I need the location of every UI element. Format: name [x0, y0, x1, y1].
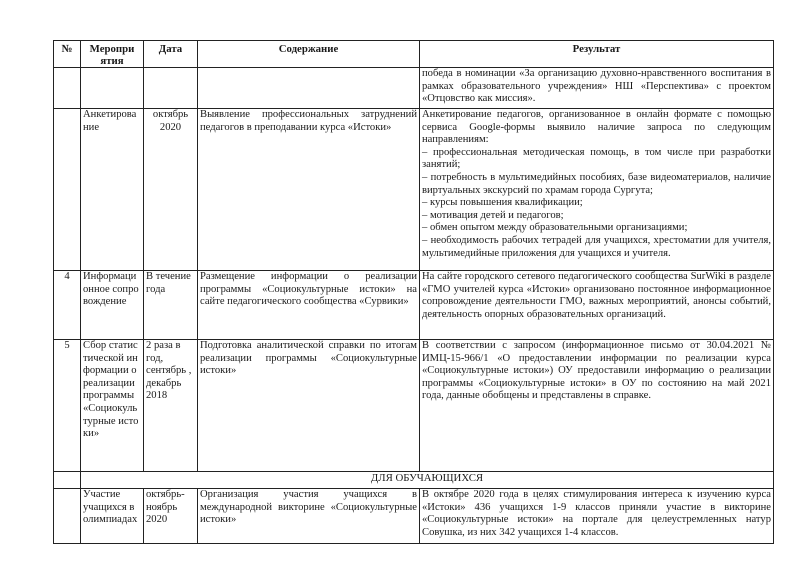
result-list-item: – необходимость рабочих тетрадей для учащихся, хрестоматии для учителя, мультимедийные приложения для учащихся и учителя.	[422, 234, 771, 259]
cell-result	[420, 271, 774, 340]
section-row	[54, 472, 774, 489]
cell-date: 2 раза в год, сентябрь , декабрь 2018	[144, 340, 198, 472]
cell-result	[420, 340, 774, 472]
table-row	[54, 340, 774, 472]
result-text: На сайте городского сетевого педагогического сообщества SurWiki в разделе «ГМО учителей курса «Истоки» организовано постоянное информационное сопровождение деятельности ГМО, важных мероприятий, анонсы событий, деятельность опорных образовательных организаций.	[422, 271, 771, 320]
result-text: В октябре 2020 года в целях стимулирования интереса к изучению курса «Истоки» 436 учащихся 1-9 классов приняли участие в викторине «Социокультурные истоки» на портале для целеустремленных натур Совушка, из них 342 учащихся 1-4 классов.	[422, 489, 771, 538]
cell-date: В течение года	[144, 271, 198, 340]
cell-number	[54, 489, 81, 544]
result-list-item: – обмен опытом между образовательными организациями;	[422, 222, 688, 234]
cell-result	[420, 489, 774, 544]
header-date: Дата	[144, 41, 198, 68]
cell-content: Организация участия учащихся в международной викторине «Социокультурные истоки»	[198, 489, 420, 544]
cell-content: Выявление профессиональных затруднений педагогов в преподавании курса «Истоки»	[198, 109, 420, 271]
cell-number: 4	[54, 271, 81, 340]
cell-event	[81, 68, 144, 109]
cell-event: Сбор статистической информации о реализации программы «Социокультурные истоки»	[81, 340, 144, 472]
cell-result	[420, 109, 774, 271]
cell-number	[54, 68, 81, 109]
result-list-item: – курсы повышения квалификации;	[422, 197, 583, 209]
table-row	[54, 489, 774, 544]
result-text: победа в номинации «За организацию духовно-нравственного воспитания в рамках образовательного учреждения» НШ «Перспектива» с проектом «Отцовство как миссия».	[422, 68, 771, 105]
cell-number	[54, 109, 81, 271]
result-text: В соответствии с запросом (информационное письмо от 30.04.2021 № ИМЦ-15-966/1 «О предоставлении информации по реализации курса «Социокультурные истоки») ОУ предоставили информацию о реализации программы «Социокультурные истоки» в ОУ по состоянию на май 2021 года, данные обобщены и представлены в справке.	[422, 340, 771, 402]
cell-content: Размещение информации о реализации программы «Социокультурные истоки» на сайте педагогического сообщества «Сурвики»	[198, 271, 420, 340]
result-list-item: – потребность в мультимедийных пособиях, базе видеоматериалов, наличие виртуальных экскурсий по храмам города Сургута;	[422, 171, 771, 196]
result-list-item: – мотивация детей и педагогов;	[422, 209, 564, 221]
activity-table	[53, 40, 774, 544]
cell-number	[54, 472, 81, 489]
header-row	[54, 41, 774, 68]
table-row	[54, 109, 774, 271]
cell-date: октябрь 2020	[144, 109, 198, 271]
cell-content: Подготовка аналитической справки по итогам реализации программы «Социокультурные истоки»	[198, 340, 420, 472]
result-text: Анкетирование педагогов, организованное в онлайн формате с помощью сервиса Google-формы выявило наличие запроса по следующим направлениям:	[422, 109, 771, 146]
cell-event: Анкетирование	[81, 109, 144, 271]
header-number: №	[54, 41, 81, 68]
table-row	[54, 68, 774, 109]
header-result: Результат	[420, 41, 774, 68]
cell-content	[198, 68, 420, 109]
cell-date	[144, 68, 198, 109]
header-content: Содержание	[198, 41, 420, 68]
section-title: ДЛЯ ОБУЧАЮЩИХСЯ	[81, 472, 774, 489]
cell-number: 5	[54, 340, 81, 472]
cell-date: октябрь-ноябрь 2020	[144, 489, 198, 544]
cell-result	[420, 68, 774, 109]
cell-event: Информационное сопровождение	[81, 271, 144, 340]
result-list-item: – профессиональная методическая помощь, в том числе при разработки занятий;	[422, 146, 771, 171]
cell-event: Участие учащихся в олимпиадах	[81, 489, 144, 544]
table-row	[54, 271, 774, 340]
header-event: Меропри ятия	[81, 41, 144, 68]
